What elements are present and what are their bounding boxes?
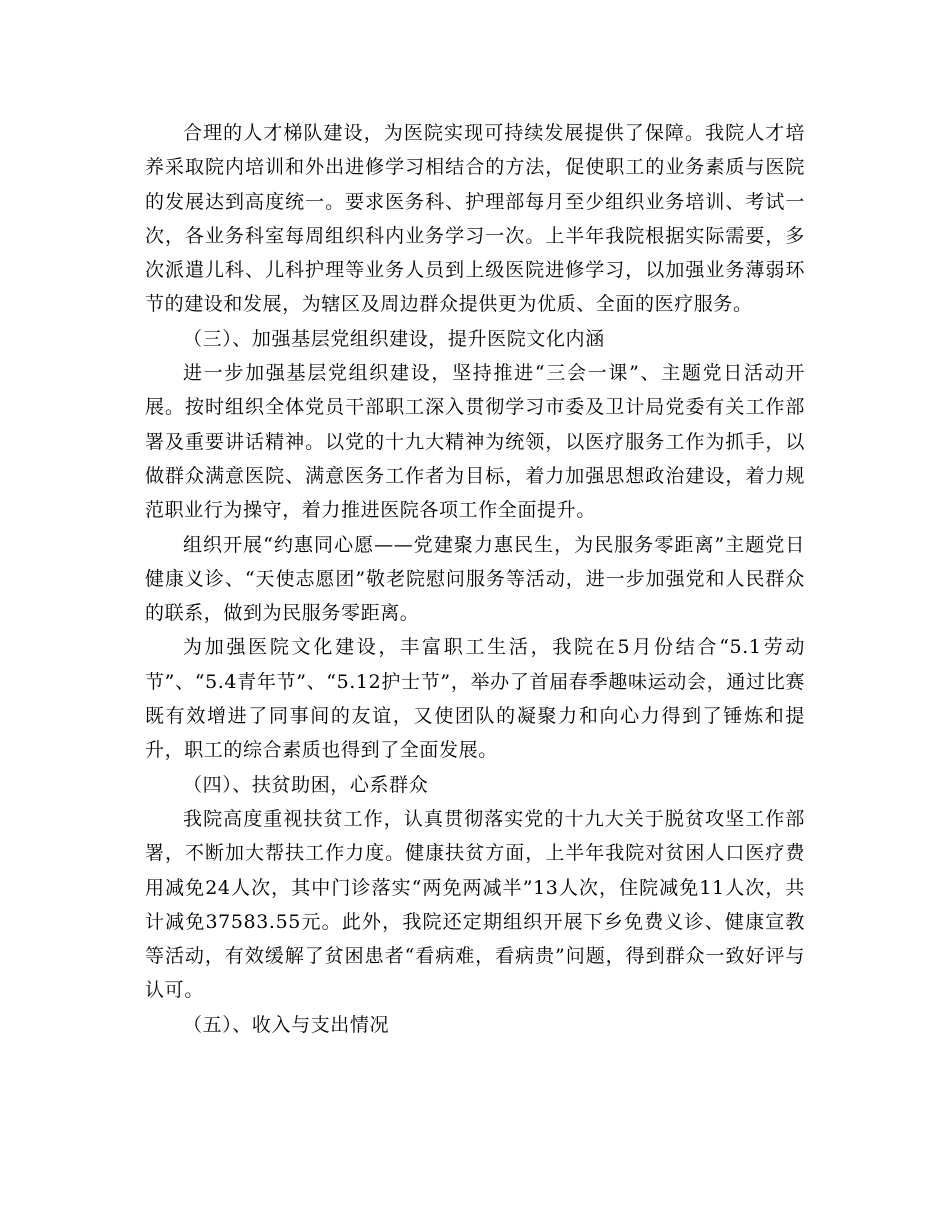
paragraph-poverty-work: 我院高度重视扶贫工作，认真贯彻落实党的十九大关于脱贫攻坚工作部署，不断加大帮扶工作力度。健康扶贫方面，上半年我院对贫困人口医疗费用减免24人次，其中门诊落实“两免两减半”13人次，住院减免11人次，共计减免37583.55元。此外，我院还定期组织开展下乡免费义诊、健康宣教等活动，有效缓解了贫困患者“看病难，看病贵”问题，得到群众一致好评与认可。 xyxy=(145,807,805,1002)
section-heading-income-expense: （五）、收入与支出情况 xyxy=(183,1013,390,1036)
paragraph-party-organization: 进一步加强基层党组织建设，坚持推进“三会一课”、主题党日活动开展。按时组织全体党员干部职工深入贯彻学习市委及卫计局党委有关工作部署及重要讲话精神。以党的十九大精神为统领，以医疗服务工作为抓手，以做群众满意医院、满意医务工作者为目标，着力加强思想政治建设，着力规范职业行为操守，着力推进医院各项工作全面提升。 xyxy=(145,362,805,522)
paragraph-volunteer-activities: 组织开展“约惠同心愿——党建聚力惠民生，为民服务零距离”主题党日健康义诊、“天使志愿团”敬老院慰问服务等活动，进一步加强党和人民群众的联系，做到为民服务零距离。 xyxy=(145,533,805,625)
section-heading-poverty-alleviation: （四）、扶贫助困，心系群众 xyxy=(183,773,429,796)
paragraph-hospital-culture: 为加强医院文化建设，丰富职工生活，我院在5月份结合“5.1劳动节”、“5.4青年节”、“5.12护士节”，举办了首届春季趣味运动会，通过比赛既有效增进了同事间的友谊，又使团队的凝聚力和向心力得到了锤炼和提升，职工的综合素质也得到了全面发展。 xyxy=(145,636,805,762)
section-heading-party-building: （三）、加强基层党组织建设，提升医院文化内涵 xyxy=(183,327,605,350)
paragraph-talent-training: 合理的人才梯队建设，为医院实现可持续发展提供了保障。我院人才培养采取院内培训和外出进修学习相结合的方法，促使职工的业务素质与医院的发展达到高度统一。要求医务科、护理部每月至少组织业务培训、考试一次，各业务科室每周组织科内业务学习一次。上半年我院根据实际需要，多次派遣儿科、儿科护理等业务人员到上级医院进修学习，以加强业务薄弱环节的建设和发展，为辖区及周边群众提供更为优质、全面的医疗服务。 xyxy=(145,122,805,316)
document-page xyxy=(145,116,805,1042)
